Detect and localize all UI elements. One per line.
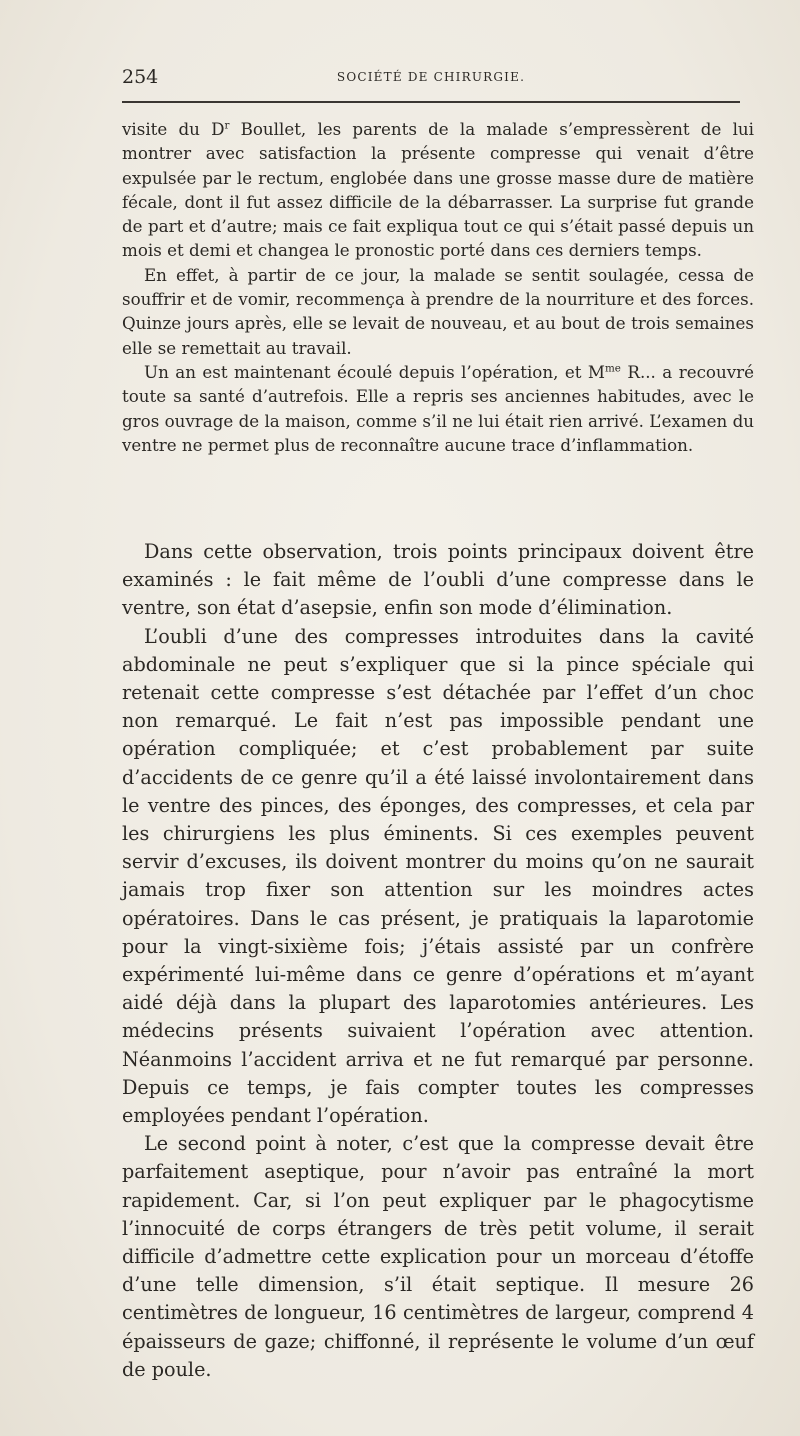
text-run: Un an est maintenant écoulé depuis l’opération, et M — [144, 361, 605, 382]
superscript: r — [224, 119, 230, 132]
running-head: SOCIÉTÉ DE CHIRURGIE. — [336, 70, 526, 84]
discussion-paragraph-3: Le second point à noter, c’est que la compresse devait être parfaitement aseptique, pour n’avoir pas entraîné la mort rapidement. Car, si l’on peut expliquer par le phagocytisme l’innocuité de corps étrangers de très petit volume, il serait difficile d’admettre cette explication pour un morceau d’étoffe d’une telle dimension, s’il était septique. Il mesure 26 centimètres de longueur, 16 centimètres de largeur, comprend 4 épaisseurs de gaze; chiffonné, il représente le volume d’un œuf de poule. — [122, 1132, 754, 1381]
discussion-paragraph-1: Dans cette observation, trois points principaux doivent être examinés : le fait même de l’oubli d’une compresse dans le ventre, son état d’asepsie, enfin son mode d’élimination. — [122, 540, 754, 620]
text-run: R... a recouvré toute sa santé d’autrefois. Elle a repris ses anciennes habitudes, avec le gros ouvrage de la maison, comme s’il ne lui était rien arrivé. L’examen du ventre ne permet plus de reconnaître aucune trace d’inflammation. — [122, 361, 754, 455]
observation-paragraph-3 — [122, 360, 754, 457]
superscript: me — [604, 362, 621, 375]
page-number: 254 — [122, 66, 159, 88]
observation-paragraph-2: En effet, à partir de ce jour, la malade se sentit soulagée, cessa de souffrir et de vomir, recommença à prendre de la nourriture et des forces. Quinze jours après, elle se levait de nouveau, et au bout de trois semaines elle se remettait au travail. — [122, 264, 754, 358]
observation-paragraph-1 — [122, 117, 754, 263]
discussion-paragraph-2: L’oubli d’une des compresses introduites dans la cavité abdominale ne peut s’expliquer que si la pince spéciale qui retenait cette compresse s’est détachée par l’effet d’un choc non remarqué. Le fait n’est pas impossible pendant une opération compliquée; et c’est probablement par suite d’accidents de ce genre qu’il a été laissé involontairement dans le ventre des pinces, des éponges, des compresses, et cela par les chirurgiens les plus éminents. Si ces exemples peuvent servir d’excuses, ils doivent montrer du moins qu’on ne saurait jamais trop fixer son attention sur les moindres actes opératoires. Dans le cas présent, je pratiquais la laparotomie pour la vingt-sixième fois; j’étais assisté par un confrère expérimenté lui-même dans ce genre d’opérations et m’ayant aidé déjà dans la plupart des laparotomies antérieures. Les médecins présents suivaient l’opération avec attention. Néanmoins l’accident arriva et ne fut remarqué par personne. Depuis ce temps, je fais compter toutes les compresses employées pendant l’opération. — [122, 624, 754, 1128]
header-rule — [122, 101, 740, 103]
text-run: visite du D — [122, 119, 225, 139]
observation-text — [122, 117, 754, 457]
text-run: Boullet, les parents de la malade s’empressèrent de lui montrer avec satisfaction la présente compresse qui venait d’être expulsée par le rectum, englobée dans une grosse masse dure de matière fécale, dont il fut assez difficile de la débarrasser. La surprise fut grande de part et d’autre; mais ce fait expliqua tout ce qui s’était passé depuis un mois et demi et changea le pronostic porté dans ces derniers temps. — [122, 119, 754, 261]
page-header — [122, 64, 740, 94]
discussion-text — [122, 538, 754, 1384]
